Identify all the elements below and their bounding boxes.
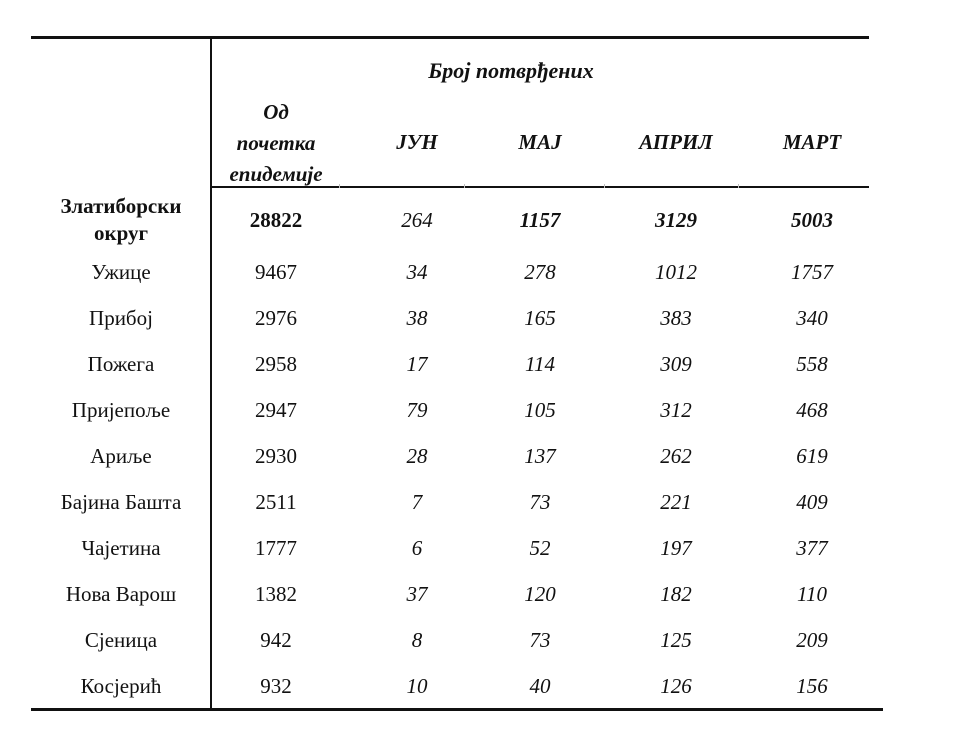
table-row-value: 409: [796, 489, 828, 514]
table-row-value: 1382: [255, 581, 297, 606]
table-row-value: 40: [529, 673, 551, 698]
column-header-june: ЈУН: [396, 129, 438, 154]
column-header-line: епидемије: [229, 161, 323, 186]
total-since-start: 28822: [249, 207, 303, 232]
total-april: 3129: [655, 207, 697, 232]
table-row-value: 126: [660, 673, 692, 698]
table-row-value: 120: [524, 581, 556, 606]
table-row-value: 932: [260, 673, 292, 698]
column-header-line: почетка: [236, 130, 316, 155]
table-row-value: 309: [660, 351, 692, 376]
table-row-value: 558: [796, 351, 828, 376]
table-row-name: Нова Варош: [65, 581, 177, 606]
table-row-value: 2511: [255, 489, 297, 514]
column-header-line: Од: [263, 99, 289, 124]
table-row-value: 619: [796, 443, 828, 468]
column-tick: [604, 184, 605, 188]
table-row-value: 2958: [255, 351, 297, 376]
table-row-value: 2976: [255, 305, 297, 330]
column-header-april: АПРИЛ: [639, 129, 713, 154]
total-row-name-line: округ: [93, 221, 149, 245]
table-row-value: 110: [797, 581, 827, 606]
table-row-value: 165: [524, 305, 556, 330]
table-row-value: 377: [796, 535, 828, 560]
table-row-name: Ариље: [90, 443, 152, 468]
table-row-value: 197: [660, 535, 692, 560]
table-row-name: Косјерић: [80, 673, 162, 698]
table-bottom-rule: [31, 708, 883, 711]
column-tick: [464, 184, 465, 188]
table-row-value: 278: [524, 259, 556, 284]
table-row-value: 10: [406, 673, 428, 698]
table-row-value: 262: [660, 443, 692, 468]
table-row-name: Прибој: [89, 305, 153, 330]
table-row-value: 9467: [255, 259, 297, 284]
table-row-value: 37: [406, 581, 428, 606]
table-row-value: 52: [529, 535, 551, 560]
table-row-value: 340: [796, 305, 828, 330]
total-may: 1157: [519, 207, 561, 232]
total-march: 5003: [791, 207, 833, 232]
table-row-value: 468: [796, 397, 828, 422]
table-row-value: 1777: [255, 535, 297, 560]
table-row-value: 73: [529, 627, 551, 652]
total-row-name: [31, 192, 211, 248]
column-header-may: МАЈ: [518, 129, 562, 154]
table-row-name: Ужице: [91, 259, 151, 284]
table-row-name: Пријепоље: [71, 397, 171, 422]
table-row-value: 125: [660, 627, 692, 652]
group-header: Број потврђених: [428, 58, 594, 83]
table-row-value: 221: [660, 489, 692, 514]
table-row-value: 34: [406, 259, 428, 284]
column-tick: [738, 184, 739, 188]
table-row-value: 2930: [255, 443, 297, 468]
table-row-value: 137: [524, 443, 556, 468]
table-row-name: Бајина Башта: [60, 489, 182, 514]
table-row-value: 38: [406, 305, 428, 330]
table-row-value: 6: [411, 535, 423, 560]
table-row-value: 1757: [791, 259, 833, 284]
table-row-value: 383: [660, 305, 692, 330]
table-row-value: 79: [406, 397, 428, 422]
table-row-value: 28: [406, 443, 428, 468]
table-row-value: 105: [524, 397, 556, 422]
table-row-value: 2947: [255, 397, 297, 422]
table-row-value: 182: [660, 581, 692, 606]
table-row-value: 1012: [655, 259, 697, 284]
table-row-name: Пожега: [87, 351, 155, 376]
table-row-name: Сјеница: [84, 627, 158, 652]
total-row-name-line: Златиборски: [60, 194, 182, 218]
table-row-value: 73: [529, 489, 551, 514]
total-june: 264: [401, 207, 433, 232]
column-header-since-start: [212, 98, 340, 188]
table-row-value: 8: [411, 627, 423, 652]
column-header-march: МАРТ: [782, 129, 842, 154]
table-row-name: Чајетина: [81, 535, 161, 560]
table-row-value: 209: [796, 627, 828, 652]
table-row-value: 7: [411, 489, 423, 514]
table-top-rule: [31, 36, 869, 39]
table-row-value: 942: [260, 627, 292, 652]
covid-cases-table: [31, 36, 883, 712]
table-row-value: 114: [525, 351, 555, 376]
table-row-value: 156: [796, 673, 828, 698]
table-row-value: 17: [406, 351, 428, 376]
table-row-value: 312: [660, 397, 692, 422]
